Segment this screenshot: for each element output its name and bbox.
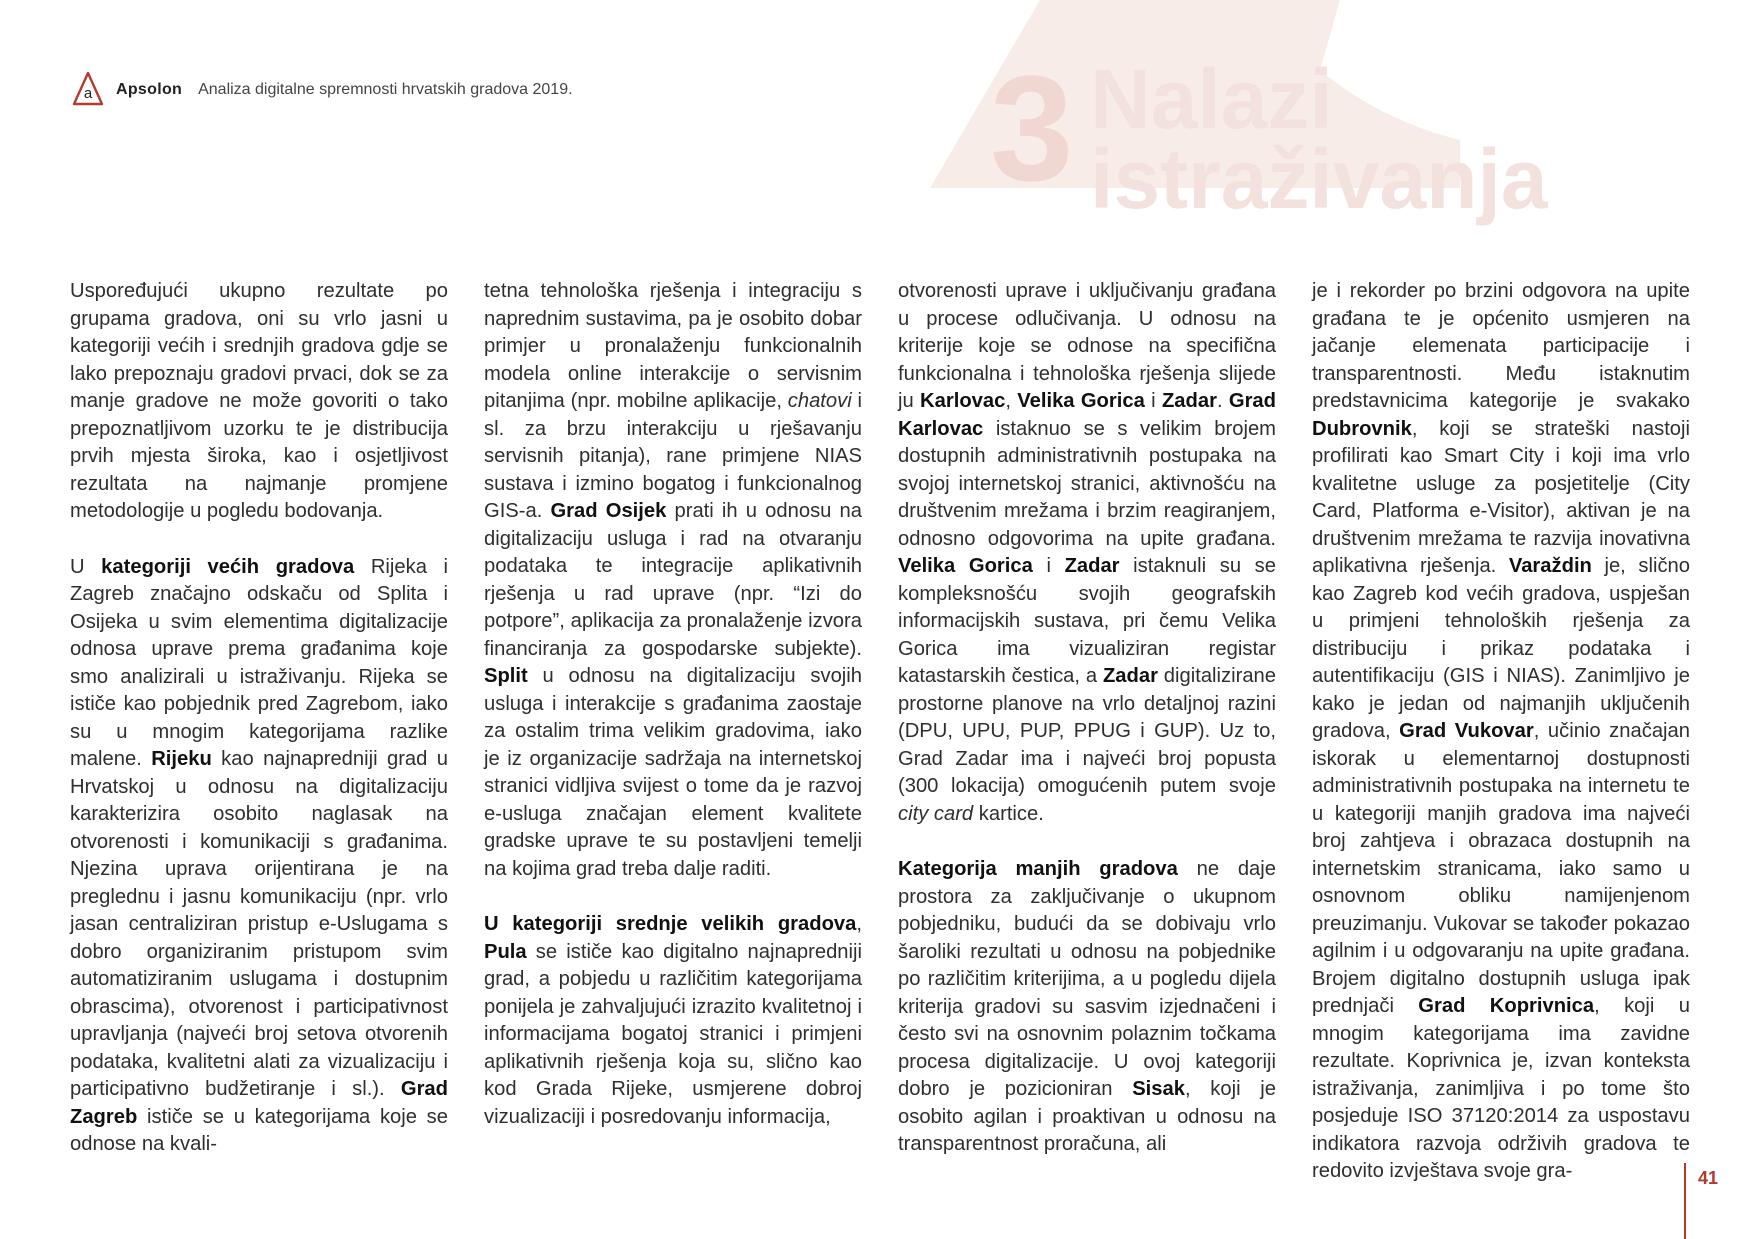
paragraph	[484, 911, 862, 1131]
page-number-rule	[1684, 1163, 1686, 1239]
bold-term: kategoriji većih gradova	[101, 555, 355, 578]
bold-term: Zadar	[1102, 665, 1158, 687]
text-run: .	[1216, 390, 1229, 412]
bold-term: Grad Osijek	[550, 500, 667, 522]
chapter-title	[1090, 52, 1548, 226]
text-run: kao najnapredniji grad u Hrvatskoj u odnosu na digitalizaciju karakterizira osobito naglasak na otvorenosti i komunikaciji s građanima. Njezina uprava orijentirana je na preglednu i jasnu komunikaciju (npr. vrlo jasan centraliziran pristup e-Uslugama s dobro organiziranim pristupom svim automatiziranim uslugama i dostupnim obrascima), otvorenost i participativnost upravljanja (najveći broj setova otvorenih podataka, kvalitetni alati za vizualizaciju i participativno budžetiranje i sl.).	[70, 748, 448, 1100]
text-run: U	[70, 555, 102, 578]
text-run: prati ih u odnosu na digitalizaciju usluga i rad na otvaranju podataka te integracije aplikativnih rješenja u rad uprave (npr. “Izi do potpore”, aplikacija za pronalaženje izvora financiranja za gospodarske subjekte).	[484, 500, 862, 660]
text-run: Uspoređujući ukupno rezultate po grupama gradova, oni su vrlo jasni u kategoriji većih i srednjih gradova gdje se lako prepoznaju gradovi prvaci, dok se za manje gradove ne može govoriti o tako prepoznatljivom uzorku te je distribucija prvih mjesta široka, kao i osjetljivost rezultata na najmanje promjene metodologije u pogledu bodovanja.	[70, 280, 448, 522]
brand-name: Apsolon	[116, 81, 183, 98]
bold-term: Zadar	[1064, 555, 1120, 577]
bold-term: Sisak	[1132, 1078, 1185, 1100]
text-run: u odnosu na digitalizaciju svojih usluga i interakcije s građanima zaostaje za ostalim trima velikim gradovima, iako je iz organizacije sadržaja na internetskoj stranici vidljiva svijest o tome da je razvoj e-usluga značajan element kvalitete gradske uprave te su postavljeni temelji na kojima grad treba dalje raditi.	[484, 665, 862, 880]
text-run: , koji je osobito agilan i proaktivan u odnosu na transparentnost proračuna, ali	[898, 1078, 1276, 1155]
text-run: istaknuo se s velikim brojem dostupnih administrativnih postupaka na svojoj internetskoj stranici, aktivnošću na društvenim mrežama i brzim reagiranjem, odnosno odgovorima na upite građana.	[898, 417, 1276, 550]
chapter-number: 3	[990, 44, 1074, 212]
text-run: istaknuli su se kompleksnošću svojih geografskih informacijskih sustava, pri čemu Velika Gorica ima vizualiziran registar katastarskih čestica, a	[898, 555, 1276, 687]
italic-term: city card	[898, 802, 974, 825]
bold-term: Velika Gorica	[1017, 390, 1145, 412]
text-run: ,	[1005, 390, 1018, 412]
text-run: i	[1144, 390, 1162, 412]
text-run: je i rekorder po brzini odgovora na upite građana te je općenito usmjeren na jačanje elemenata participacije i transparentnosti. Među istaknutim predstavnicima kategorije je svakako	[1312, 280, 1690, 412]
bold-term: U kategoriji srednje velikih gradova	[484, 913, 857, 935]
bold-term: Split	[484, 665, 528, 687]
bold-term: Rijeku	[151, 748, 212, 770]
bold-term: Grad Karlovac	[898, 390, 1276, 440]
text-run: je, slično kao Zagreb kod većih gradova, uspješan u primjeni tehnoloških rješenja za distribuciju i prikaz podataka i autentifikaciju (GIS i NIAS). Zanimljivo je kako je jedan od najmanjih uključenih gradova,	[1312, 555, 1690, 742]
bold-term: Pula	[484, 940, 527, 963]
text-run: i sl. za brzu interakciju u rješavanju servisnih pitanja), rane primjene NIAS sustava i izmino bogatog i funkcionalnog GIS-a.	[484, 390, 863, 522]
text-run: , koji u mnogim kategorijama ima zavidne rezultate. Koprivnica je, izvan konteksta istraživanja, zanimljiva i po tome što posjeduje ISO 37120:2014 za uspostavu indikatora razvoja održivih gradova te redovito izvještava svoje gra-	[1312, 995, 1690, 1182]
bold-term: Zadar	[1161, 390, 1217, 412]
apsolon-logo-icon	[70, 70, 106, 110]
bold-term: Kategorija manjih gradova	[898, 858, 1178, 880]
text-run: kartice.	[973, 802, 1044, 825]
page-header	[70, 70, 573, 110]
paragraph	[70, 278, 448, 526]
text-column-3	[898, 278, 1276, 1214]
text-run: , koji se strateški nastoji profilirati kao Smart City i koji ima vrlo kvalitetne usluge za posjetitelje (City Card, Platforma e-Visitor), aktivan je na društvenim mrežama te razvija inovativna aplikativna rješenja.	[1312, 417, 1690, 577]
bold-term: Grad Zagreb	[70, 1078, 448, 1128]
chapter-title-line1: Nalazi	[1090, 52, 1333, 146]
text-run: otvorenosti uprave i uključivanju građana u procese odlučivanja. U odnosu na kriterije koje se odnose na specifična funkcionalna i tehnološka rješenja slijede ju	[898, 280, 1276, 412]
paragraph	[484, 278, 862, 883]
text-run: Rijeka i Zagreb značajno odskaču od Splita i Osijeka u svim elementima digitalizacije odnosa uprave prema građanima koje smo analizirali u istraživanju. Rijeka se ističe kao pobjednik pred Zagrebom, iako su u mnogim kategorijama razlike malene.	[70, 555, 448, 770]
paragraph	[898, 856, 1276, 1159]
paragraph	[898, 278, 1276, 828]
page-number: 41	[1698, 1168, 1719, 1188]
bold-term: Grad Vukovar	[1399, 720, 1534, 742]
italic-term: chatovi	[787, 390, 852, 412]
bold-term: Varaždin	[1508, 555, 1592, 577]
bold-term: Dubrovnik	[1312, 417, 1412, 440]
chapter-title-line2: istraživanja	[1090, 131, 1548, 226]
text-column-2	[484, 278, 862, 1214]
text-run: tetna tehnološka rješenja i integraciju s naprednim sustavima, pa je osobito dobar primjer u pronalaženju funkcionalnih modela online interakcije o servisnim pitanjima (npr. mobilne aplikacije,	[484, 280, 862, 412]
bold-term: Velika Gorica	[898, 555, 1033, 577]
text-run: i	[1032, 555, 1065, 577]
bold-term: Karlovac	[920, 390, 1006, 412]
text-run: ne daje prostora za zaključivanje o ukupnom pobjedniku, budući da se dobivaju vrlo šaroliki rezultati u odnosu na pobjednike po različitim kriterijima, a u pogledu dijela kriterija gradovi su sasvim izjednačeni i često svi na osnovnim polaznim točkama procesa digitalizacije. U ovoj kategoriji dobro je pozicioniran	[898, 858, 1276, 1100]
text-columns	[70, 278, 1690, 1214]
text-run: ,	[856, 913, 862, 935]
text-run: digitalizirane prostorne planove na vrlo detaljnoj razini (DPU, UPU, PUP, PPUG i GUP). Uz to, Grad Zadar ima i najveći broj popusta (300 lokacija) omogućenih putem svoje	[898, 665, 1277, 797]
text-run: ističe se u kategorijama koje se odnose na kvali-	[70, 1105, 448, 1155]
paragraph	[1312, 278, 1690, 1186]
text-column-1	[70, 278, 448, 1214]
text-run: , učinio značajan iskorak u elementarnoj dostupnosti administrativnih postupaka na internetu te u kategoriji manjih gradova ima najveći broj zahtjeva i obrazaca dostupnih na internetskim stranicama, iako samo u osnovnom obliku namijenjenom preuzimanju. Vukovar se također pokazao agilnim i u odgovaranju na upite građana. Brojem digitalno dostupnih usluga ipak prednjači	[1312, 720, 1690, 1017]
report-title: Analiza digitalne spremnosti hrvatskih gradova 2019.	[198, 81, 573, 98]
svg-text:a: a	[83, 85, 93, 102]
bold-term: Grad Koprivnica	[1418, 995, 1595, 1017]
text-column-4	[1312, 278, 1690, 1214]
paragraph	[70, 554, 448, 1159]
text-run: se ističe kao digitalno najnapredniji grad, a pobjedu u različitim kategorijama ponijela je zahvaljujući izrazito kvalitetnoj i informacijama bogatoj stranici i primjeni aplikativnih rješenja koja su, slično kao kod Grada Rijeke, usmjerene dobroj vizualizaciji i posredovanju informacija,	[484, 940, 862, 1128]
